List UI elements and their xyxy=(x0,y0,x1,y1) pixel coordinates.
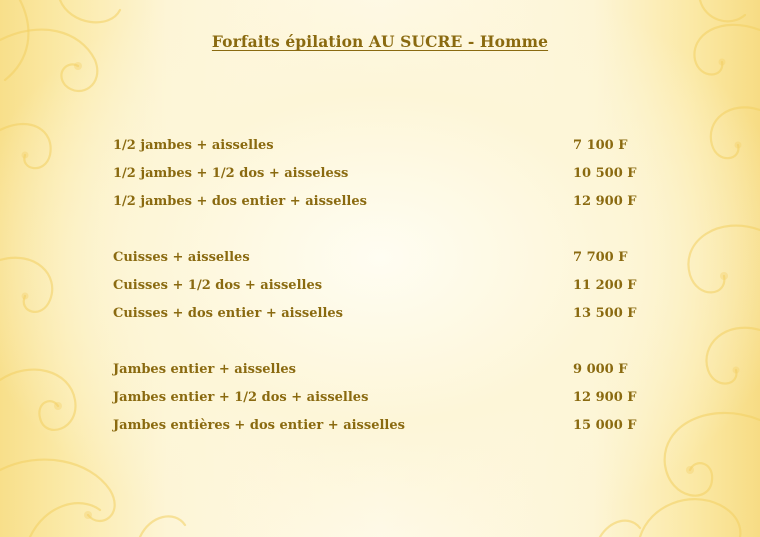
list-item xyxy=(113,249,653,277)
service-label: Cuisses + 1/2 dos + aisselles xyxy=(113,278,323,293)
page-title: Forfaits épilation AU SUCRE - Homme xyxy=(211,32,549,51)
list-item xyxy=(113,361,653,389)
price-group-full-legs xyxy=(113,361,653,445)
service-label: Cuisses + dos entier + aisselles xyxy=(113,306,343,321)
price-group-thighs xyxy=(113,249,653,333)
service-label: 1/2 jambes + 1/2 dos + aisseless xyxy=(113,166,349,181)
list-item xyxy=(113,193,653,221)
service-price: 15 000 F xyxy=(573,418,637,433)
list-item xyxy=(113,277,653,305)
price-group-half-legs xyxy=(113,137,653,221)
service-price: 7 700 F xyxy=(573,250,628,265)
service-price: 11 200 F xyxy=(573,278,637,293)
service-price: 12 900 F xyxy=(573,194,637,209)
list-item xyxy=(113,417,653,445)
service-price: 10 500 F xyxy=(573,166,637,181)
service-price: 12 900 F xyxy=(573,390,637,405)
service-label: Cuisses + aisselles xyxy=(113,250,250,265)
list-item xyxy=(113,137,653,165)
service-label: Jambes entier + 1/2 dos + aisselles xyxy=(113,390,369,405)
list-item xyxy=(113,305,653,333)
list-item xyxy=(113,389,653,417)
service-price: 7 100 F xyxy=(573,138,628,153)
service-label: 1/2 jambes + aisselles xyxy=(113,138,274,153)
service-label: Jambes entières + dos entier + aisselles xyxy=(113,418,405,433)
service-price: 13 500 F xyxy=(573,306,637,321)
service-label: 1/2 jambes + dos entier + aisselles xyxy=(113,194,367,209)
list-item xyxy=(113,165,653,193)
service-label: Jambes entier + aisselles xyxy=(113,362,297,377)
price-list xyxy=(113,137,653,473)
service-price: 9 000 F xyxy=(573,362,628,377)
